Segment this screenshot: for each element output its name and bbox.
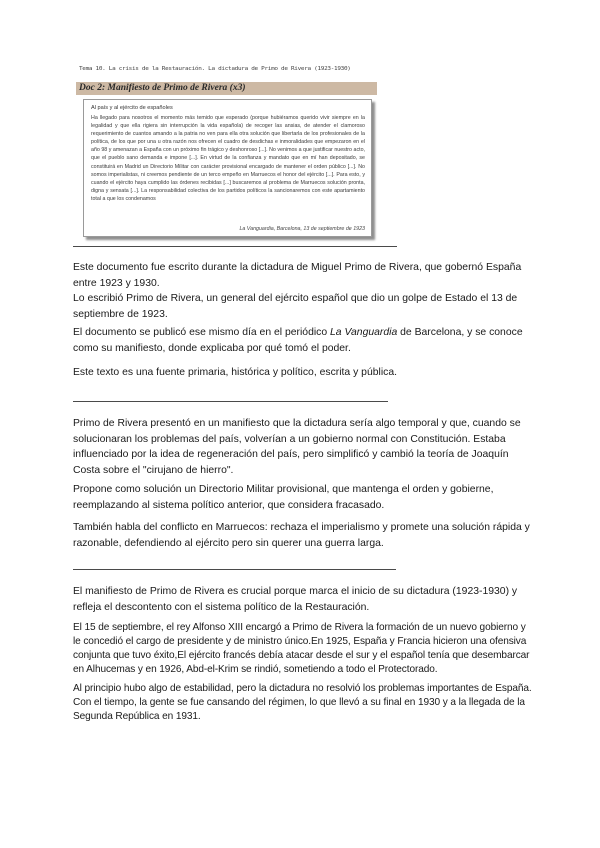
paragraph-analysis-1: Primo de Rivera presentó en un manifiesto que la dictadura sería algo temporal y que, cuando se solucionaran los problemas del país, volverían a un gobierno normal con Constitución. Estaba influenciado por la idea de regeneración del país, pero simplificó y cambió la teoría de Joaquín Costa sobre el "cirujano de hierro". bbox=[73, 418, 521, 476]
cropped-header-line: Tema 10. La crisis de la Restauración. La dictadura de Primo de Rivera (1923-1930) bbox=[79, 65, 351, 72]
document-banner-title: Doc 2: Manifiesto de Primo de Rivera (x3) bbox=[79, 83, 246, 93]
manifesto-body: Ha llegado para nosotros el momento más temido que esperado (porque hubiéramos querido vivir siempre en la legalidad y que ella rigiera sin interrupción la vida española) de recoger las ansias, de atender el clamoroso requerimiento de cuantos amando a la patria no ven para ella otra solución que libertarla de los profesionales de la política, de los que por una u otra razón nos ofrecen el cuadro de desdichas e inmoralidades que empezaron en el año 98 y amenazan a España con un próximo fin trágico y deshonroso [...]. No venimos a que justificar nuestro acto, que el pueblo sano demanda e impone [...]. En virtud de la confianza y mandato que en mí han depositado, se constituirá en Madrid un Directorio Militar con carácter provisional encargado de mantener el orden público [...]. No somos imperialistas, ni creemos pendiente de un terco empeño en Marruecos el honor del ejército [...]. Para esto, y cuando el ejército haya cumplido las órdenes recibidas [...] buscaremos al problema de Marruecos solución pronta, digna y sensata [...]. La responsabilidad colectiva de los partidos políticos la sancionaremos con este apartamiento total a que los condenamos bbox=[91, 115, 365, 202]
manifesto-source: La Vanguardia, Barcelona, 13 de septiembre de 1923 bbox=[239, 226, 365, 232]
paragraph-conclusion-2: El 15 de septiembre, el rey Alfonso XIII encargó a Primo de Rivera la formación de un nuevo gobierno y le concedió el cargo de presidente y de ministro único.En 1925, España y Francia hicieron una ofensiva conjunta que tuvo éxito,El ejército francés debía atacar desde el sur y el español tenía que desembarcar en Alhucemas y en 1926, Abd-el-Krim se rindió, sometiendo a todo el Protectorado. bbox=[73, 622, 530, 675]
document-banner bbox=[76, 82, 377, 95]
manifesto-text-box bbox=[83, 99, 372, 237]
manifesto-heading: Al país y al ejército de españoles bbox=[91, 105, 173, 111]
context-text-after: de Barcelona, y se conoce como su manifiesto, donde explicaba por qué tomó el poder. bbox=[73, 327, 523, 354]
paragraph-context-2 bbox=[73, 325, 533, 356]
paragraph-context-1 bbox=[73, 260, 533, 322]
paragraph-conclusion-3: Al principio hubo algo de estabilidad, pero la dictadura no resolvió los problemas importantes de España. Con el tiempo, la gente se fue cansando del régimen, lo que llevó a su final en 1930 y a la llegada de la Segunda República en 1931. bbox=[73, 683, 532, 722]
paragraph-classification: Este texto es una fuente primaria, histórica y político, escrita y pública. bbox=[73, 367, 397, 378]
context-text-before: El documento se publicó ese mismo día en el periódico bbox=[73, 327, 331, 338]
context-sentence-2: Lo escribió Primo de Rivera, un general del ejército español que dio un golpe de Estado el 13 de septiembre de 1923. bbox=[73, 293, 518, 320]
paragraph-analysis-2: Propone como solución un Directorio Militar provisional, que mantenga el orden y gobierne, reemplazando al sistema político anterior, que considera fracasado. bbox=[73, 484, 494, 511]
paragraph-analysis-3: También habla del conflicto en Marruecos: rechaza el imperialismo y promete una solución rápida y razonable, defendiendo al ejército pero sin querer una guerra larga. bbox=[73, 522, 530, 549]
context-sentence-1: Este documento fue escrito durante la dictadura de Miguel Primo de Rivera, que gobernó España entre 1923 y 1930. bbox=[73, 262, 522, 289]
newspaper-name: La Vanguardia bbox=[330, 327, 398, 338]
separator-line bbox=[73, 569, 396, 570]
separator-line bbox=[73, 401, 388, 402]
source-document-image bbox=[76, 64, 377, 242]
separator-line bbox=[73, 246, 397, 247]
paragraph-conclusion-1: El manifiesto de Primo de Rivera es crucial porque marca el inicio de su dictadura (1923-1930) y refleja el descontento con el sistema político de la Restauración. bbox=[73, 586, 518, 613]
